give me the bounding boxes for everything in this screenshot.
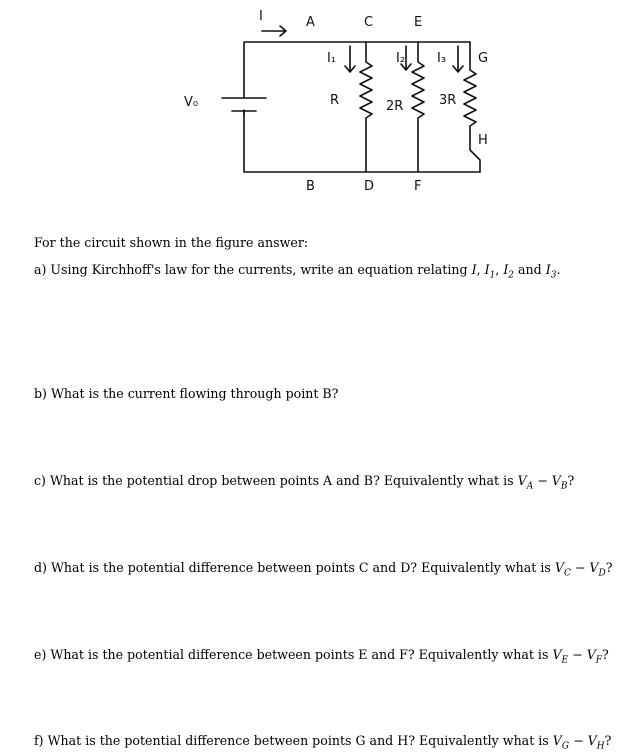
- var-I1: I: [484, 262, 490, 277]
- question-b: b) What is the current flowing through point B?: [34, 386, 339, 401]
- question-f: [34, 733, 611, 755]
- resistor-2R: [412, 42, 424, 172]
- sub-E: E: [561, 655, 569, 666]
- question-e-suffix: ?: [602, 647, 609, 662]
- question-a-prefix: a) Using Kirchhoff's law for the currents, write an equation relating: [34, 262, 472, 277]
- intro-text: For the circuit shown in the figure answer:: [34, 235, 309, 250]
- sub-B: B: [560, 481, 568, 492]
- label-C: C: [364, 15, 374, 30]
- sub-A: A: [526, 481, 534, 492]
- question-d-prefix: d) What is the potential difference between points C and D? Equivalently what is: [34, 560, 555, 575]
- label-A: A: [306, 15, 315, 30]
- var-I: I: [471, 262, 477, 277]
- question-a-suffix: .: [556, 262, 561, 277]
- sub-1: 1: [489, 270, 496, 281]
- minus-sign: −: [533, 473, 552, 488]
- sub-C: C: [563, 568, 571, 579]
- wire-top: [244, 42, 470, 94]
- label-2R: 2R: [386, 99, 404, 114]
- label-H: H: [478, 133, 488, 148]
- label-F: F: [414, 179, 422, 194]
- var-VF: V: [586, 647, 596, 662]
- question-e-prefix: e) What is the potential difference between points E and F? Equivalently what is: [34, 647, 553, 662]
- sub-D: D: [598, 568, 606, 579]
- var-I3: I: [545, 262, 551, 277]
- question-d-suffix: ?: [605, 560, 613, 575]
- question-d: [34, 560, 613, 582]
- label-I3: I₃: [437, 51, 447, 66]
- resistor-R: [360, 42, 372, 172]
- minus-sign: −: [569, 733, 588, 748]
- sub-3: 3: [550, 270, 557, 281]
- label-R: R: [330, 93, 340, 108]
- sub-2: 2: [508, 270, 515, 281]
- label-I: I: [259, 9, 263, 24]
- sub-H: H: [596, 741, 605, 752]
- sub-F: F: [595, 655, 603, 666]
- circuit-diagram: [0, 0, 634, 220]
- current-arrow-I1: [345, 46, 355, 72]
- question-f-prefix: f) What is the potential difference between points G and H? Equivalently what is: [34, 733, 553, 748]
- question-c-suffix: ?: [567, 473, 575, 488]
- question-a: a) Using Kirchhoff's law for the currents, write an equation relating I, $I_1$, $I_2$ and $I_3$.: [34, 262, 561, 281]
- label-E: E: [414, 15, 423, 30]
- label-I1: I₁: [327, 51, 337, 66]
- var-VC: V: [554, 560, 564, 575]
- minus-sign: −: [570, 560, 590, 575]
- sub-G: G: [561, 741, 570, 752]
- var-VB: V: [551, 473, 561, 488]
- var-VD: V: [589, 560, 599, 575]
- question-e: [34, 647, 609, 669]
- var-VE: V: [552, 647, 562, 662]
- var-VG: V: [552, 733, 562, 748]
- label-D: D: [364, 179, 375, 194]
- question-c: [34, 473, 574, 495]
- var-VH: V: [587, 733, 597, 748]
- question-f-suffix: ?: [604, 733, 612, 748]
- label-G: G: [478, 51, 489, 66]
- current-arrow-I3: [453, 46, 463, 72]
- wire-left-bottom: [244, 110, 480, 172]
- minus-sign: −: [568, 647, 587, 662]
- question-c-prefix: c) What is the potential drop between points A and B? Equivalently what is: [34, 473, 518, 488]
- label-I2: I₂: [396, 51, 406, 66]
- label-B: B: [306, 179, 315, 194]
- label-3R: 3R: [439, 93, 457, 108]
- var-VA: V: [517, 473, 527, 488]
- current-arrow-I: [262, 26, 286, 36]
- var-I2: I: [503, 262, 509, 277]
- label-V0: V₀: [184, 95, 199, 110]
